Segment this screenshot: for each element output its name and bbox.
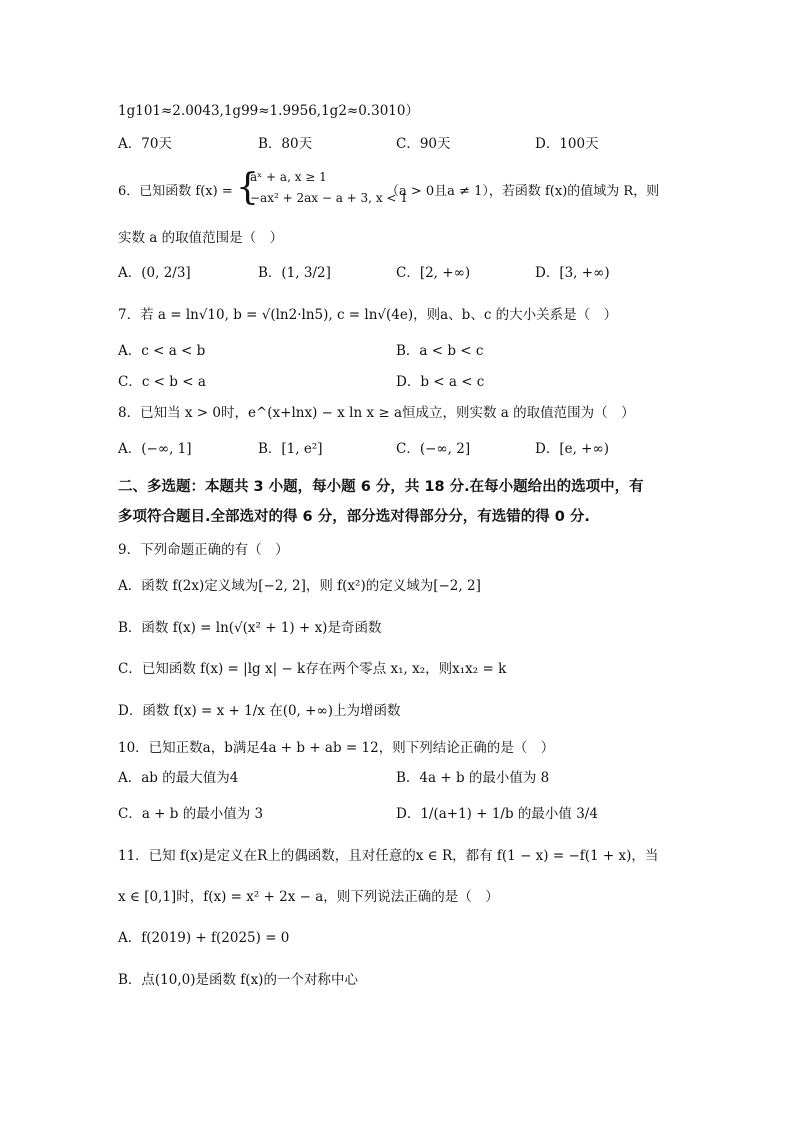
section-2-heading-line1: 二、多选题：本题共 3 小题，每小题 6 分，共 18 分.在每小题给出的选项中，有 — [118, 479, 644, 495]
q6-line2: 实数 a 的取值范围是（ ） — [118, 230, 284, 246]
piecewise-brace: { — [236, 167, 259, 208]
q10-option-a: A．ab 的最大值为4 — [118, 770, 239, 786]
top-line: 1g101≈2.0043,1g99≈1.9956,1g2≈0.3010） — [118, 103, 419, 119]
q7-stem: 7．若 a = ln√10, b = √(ln2·ln5), c = ln√(4e)，则a、b、c 的大小关系是（ ） — [118, 307, 618, 323]
q10-option-c: C．a + b 的最小值为 3 — [118, 806, 264, 822]
q8-option-c: C．(−∞, 2] — [396, 441, 471, 457]
q6-option-a: A．(0, 2/3] — [118, 265, 191, 281]
q11-option-a: A．f(2019) + f(2025) = 0 — [118, 930, 290, 946]
q8-stem: 8．已知当 x > 0时，e^(x+lnx) − x ln x ≥ a恒成立，则实数 a 的取值范围为（ ） — [118, 405, 635, 421]
q10-option-d: D．1/(a+1) + 1/b 的最小值 3/4 — [396, 806, 598, 822]
q10-option-b: B．4a + b 的最小值为 8 — [396, 770, 550, 786]
q7-option-d: D．b < a < c — [396, 374, 485, 390]
q10-stem: 10．已知正数a，b满足4a + b + ab = 12，则下列结论正确的是（ ） — [118, 740, 555, 756]
q5-option-b: B．80天 — [258, 136, 313, 152]
q6-case-2: −ax² + 2ax − a + 3, x < 1 — [250, 191, 408, 205]
q9-option-b: B．函数 f(x) = ln(√(x² + 1) + x)是奇函数 — [118, 620, 382, 636]
q6-case-1: aˣ + a, x ≥ 1 — [250, 170, 327, 184]
q11-stem-line1: 11．已知 f(x)是定义在R上的偶函数，且对任意的x ∈ R，都有 f(1 − x) = −f(1 + x)，当 — [118, 848, 659, 864]
q5-option-a: A．70天 — [118, 136, 172, 152]
q6-stem — [118, 168, 678, 214]
q7-option-a: A．c < a < b — [118, 343, 206, 359]
q11-option-b: B．点(10,0)是函数 f(x)的一个对称中心 — [118, 972, 358, 988]
q5-option-c: C．90天 — [396, 136, 451, 152]
q11-stem-line2: x ∈ [0,1]时，f(x) = x² + 2x − a，则下列说法正确的是（ ） — [118, 889, 499, 905]
q6-option-d: D．[3, +∞) — [535, 265, 610, 281]
q6-option-b: B．(1, 3/2] — [258, 265, 331, 281]
q8-option-b: B．[1, e²] — [258, 441, 323, 457]
q6-option-c: C．[2, +∞) — [396, 265, 471, 281]
q7-option-c: C．c < b < a — [118, 374, 206, 390]
q9-option-a: A．函数 f(2x)定义域为[−2, 2]，则 f(x²)的定义域为[−2, 2] — [118, 578, 481, 594]
q6-suffix: （a > 0且a ≠ 1），若函数 f(x)的值域为 R，则 — [386, 184, 660, 199]
q6-prefix: 6．已知函数 f(x) = — [118, 184, 233, 199]
q9-option-c: C．已知函数 f(x) = |lg x| − k存在两个零点 x₁, x₂，则x₁x₂ = k — [118, 661, 507, 677]
q7-option-b: B．a < b < c — [396, 343, 484, 359]
q8-option-d: D．[e, +∞) — [535, 441, 609, 457]
q9-stem: 9．下列命题正确的有（ ） — [118, 542, 289, 558]
section-2-heading-line2: 多项符合题目.全部选对的得 6 分，部分选对得部分分，有选错的得 0 分. — [118, 509, 590, 525]
q8-option-a: A．(−∞, 1] — [118, 441, 192, 457]
q9-option-d: D．函数 f(x) = x + 1/x 在(0, +∞)上为增函数 — [118, 703, 401, 719]
q5-option-d: D．100天 — [535, 136, 599, 152]
